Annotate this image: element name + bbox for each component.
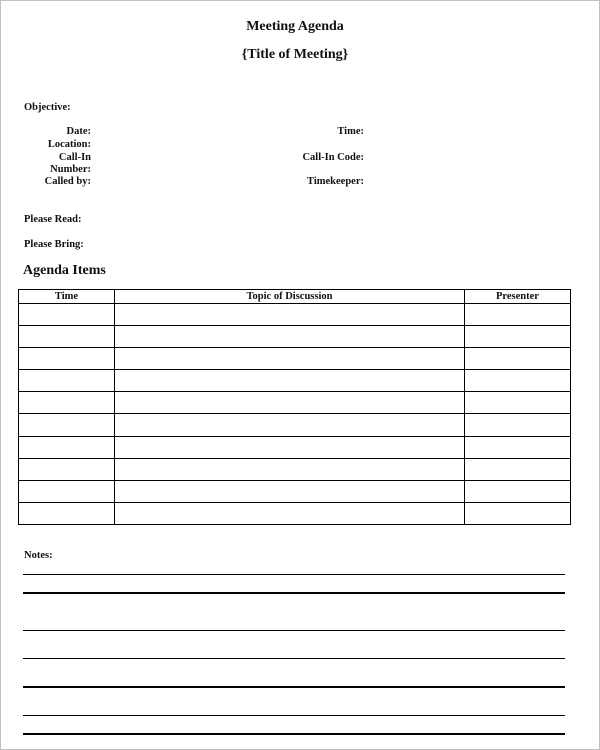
presenter-cell[interactable] <box>465 436 571 458</box>
time-label: Time: <box>337 126 364 137</box>
table-row <box>19 348 571 370</box>
please-read-label: Please Read: <box>24 214 82 225</box>
document-title: Meeting Agenda <box>246 19 344 34</box>
call-in-number-label-line1: Call-In <box>58 152 91 163</box>
meeting-title-placeholder: {Title of Meeting} <box>241 47 349 62</box>
notes-line[interactable] <box>23 574 565 575</box>
notes-line[interactable] <box>23 630 565 631</box>
presenter-cell[interactable] <box>465 392 571 414</box>
objective-label: Objective: <box>24 102 71 113</box>
presenter-cell[interactable] <box>465 480 571 502</box>
table-row <box>19 414 571 436</box>
presenter-cell[interactable] <box>465 304 571 326</box>
call-in-number-label-line2: Number: <box>50 164 91 175</box>
location-label: Location: <box>47 139 91 150</box>
time-cell[interactable] <box>19 414 115 436</box>
called-by-label: Called by: <box>44 176 91 187</box>
agenda-header-row <box>19 290 571 304</box>
time-cell[interactable] <box>19 370 115 392</box>
agenda-items-heading: Agenda Items <box>23 263 106 278</box>
topic-cell[interactable] <box>115 304 465 326</box>
topic-cell[interactable] <box>115 458 465 480</box>
time-cell[interactable] <box>19 436 115 458</box>
notes-line[interactable] <box>23 715 565 716</box>
notes-line[interactable] <box>23 658 565 659</box>
topic-cell[interactable] <box>115 326 465 348</box>
column-header-topic: Topic of Discussion <box>115 290 465 304</box>
time-cell[interactable] <box>19 502 115 524</box>
time-cell[interactable] <box>19 480 115 502</box>
time-cell[interactable] <box>19 304 115 326</box>
notes-line[interactable] <box>23 592 565 594</box>
topic-cell[interactable] <box>115 370 465 392</box>
table-row <box>19 436 571 458</box>
time-cell[interactable] <box>19 392 115 414</box>
table-row <box>19 458 571 480</box>
column-header-presenter: Presenter <box>465 290 571 304</box>
table-row <box>19 304 571 326</box>
table-row <box>19 480 571 502</box>
presenter-cell[interactable] <box>465 370 571 392</box>
notes-line[interactable] <box>23 733 565 735</box>
presenter-cell[interactable] <box>465 348 571 370</box>
date-label: Date: <box>66 126 91 137</box>
time-cell[interactable] <box>19 326 115 348</box>
time-cell[interactable] <box>19 458 115 480</box>
column-header-time: Time <box>19 290 115 304</box>
call-in-code-label: Call-In Code: <box>302 152 364 163</box>
topic-cell[interactable] <box>115 480 465 502</box>
topic-cell[interactable] <box>115 348 465 370</box>
table-row <box>19 370 571 392</box>
topic-cell[interactable] <box>115 436 465 458</box>
topic-cell[interactable] <box>115 392 465 414</box>
table-row <box>19 326 571 348</box>
please-bring-label: Please Bring: <box>24 239 84 250</box>
time-cell[interactable] <box>19 348 115 370</box>
presenter-cell[interactable] <box>465 414 571 436</box>
notes-line[interactable] <box>23 686 565 688</box>
topic-cell[interactable] <box>115 502 465 524</box>
presenter-cell[interactable] <box>465 502 571 524</box>
topic-cell[interactable] <box>115 414 465 436</box>
agenda-table <box>18 289 571 525</box>
table-row <box>19 502 571 524</box>
timekeeper-label: Timekeeper: <box>307 176 364 187</box>
presenter-cell[interactable] <box>465 326 571 348</box>
notes-label: Notes: <box>24 550 53 561</box>
presenter-cell[interactable] <box>465 458 571 480</box>
table-row <box>19 392 571 414</box>
